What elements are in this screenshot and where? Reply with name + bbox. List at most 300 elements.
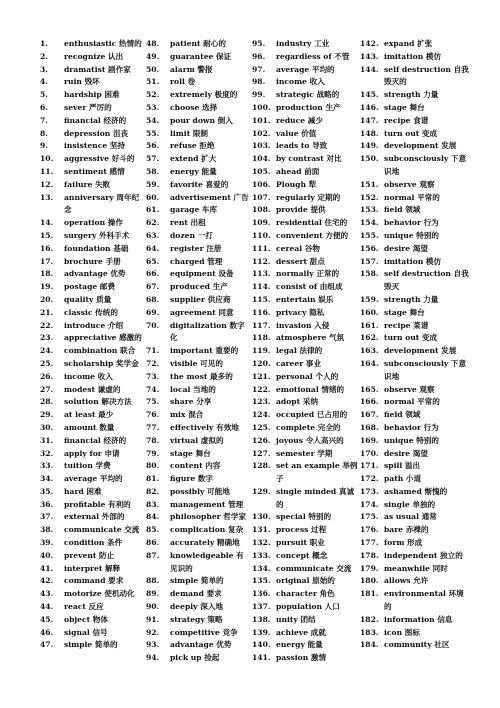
vocab-entry [252, 575, 358, 588]
vocab-entry [252, 563, 358, 576]
entry-number: 48. [146, 39, 160, 48]
vocab-entry [40, 358, 144, 371]
entry-number: 166. [360, 397, 379, 407]
entry-text: environmental 环境的 [384, 589, 464, 612]
vocab-entry [146, 396, 250, 409]
entry-number: 40. [40, 550, 54, 560]
entry-number: 71. [146, 346, 160, 356]
entry-number: 69. [146, 307, 160, 317]
vocab-entry [146, 153, 250, 166]
vocab-entry [252, 384, 358, 397]
entry-number: 43. [40, 589, 54, 599]
vocab-entry [146, 473, 250, 486]
entry-number: 29. [40, 410, 54, 420]
vocab-entry [40, 384, 144, 397]
vocab-entry [360, 473, 470, 486]
entry-text: unity 团结 [276, 614, 316, 624]
vocab-entry [40, 140, 144, 153]
entry-number: 173. [360, 486, 379, 496]
vocab-entry [252, 588, 358, 601]
entry-text: provide 提供 [276, 205, 326, 215]
entry-number: 76. [146, 410, 160, 420]
entry-number: 172. [360, 474, 379, 484]
entry-text: surgery 外科手术 [64, 230, 130, 240]
entry-text: special 特别的 [276, 512, 332, 522]
entry-number: 34. [40, 474, 54, 484]
vocab-entry [252, 153, 358, 166]
entry-text: simple 简单的 [170, 576, 224, 586]
entry-text: sever 严厉的 [64, 102, 112, 112]
entry-text: content 内容 [170, 461, 221, 471]
entry-text: form 形成 [384, 538, 423, 548]
entry-text: demand 要求 [170, 589, 222, 599]
entry-number: 101. [252, 115, 271, 125]
entry-number: 159. [360, 294, 379, 304]
entry-number: 77. [146, 422, 160, 432]
entry-text: personal 个人的 [276, 371, 339, 381]
entry-number: 20. [40, 294, 54, 304]
entry-text: charged 管理 [170, 256, 223, 266]
vocab-entry [146, 140, 250, 153]
entry-number: 91. [146, 614, 160, 624]
entry-number: 54. [146, 115, 160, 125]
entry-text: supplier 供应商 [170, 294, 231, 304]
entry-number: 62. [146, 218, 160, 228]
entry-number: 182. [360, 614, 379, 624]
entry-number: 180. [360, 576, 379, 586]
entry-number: 107. [252, 192, 271, 202]
entry-number: 68. [146, 294, 160, 304]
entry-text: profitable 有利的 [64, 499, 131, 509]
entry-text: production 生产 [276, 102, 341, 112]
entry-text: income 收入 [64, 371, 113, 381]
vocab-entry [40, 166, 144, 179]
entry-number: 103. [252, 141, 271, 151]
entry-number: 3. [40, 64, 48, 74]
entry-text: digitalization 数字化 [170, 320, 245, 343]
vocab-entry [360, 268, 470, 294]
entry-number: 7. [40, 115, 48, 125]
vocab-entry [146, 448, 250, 461]
vocab-entry [360, 128, 470, 141]
entry-number: 11. [40, 166, 54, 176]
vocab-entry [360, 358, 470, 384]
entry-number: 181. [360, 589, 379, 599]
entry-number: 134. [252, 563, 271, 573]
entry-number: 13. [40, 192, 54, 202]
vocab-entry [252, 345, 358, 358]
entry-number: 63. [146, 230, 160, 240]
entry-text: value 价值 [276, 128, 317, 138]
entry-text: simple 简单的 [64, 640, 118, 650]
entry-number: 146. [360, 102, 379, 112]
vocab-entry [252, 51, 358, 64]
entry-text: dramatist 剧作家 [64, 64, 131, 74]
entry-number: 109. [252, 218, 271, 228]
vocab-entry [40, 115, 144, 128]
entry-number: 183. [360, 627, 379, 637]
entry-text: enthusiastic 热情的 [64, 39, 142, 48]
vocab-entry [360, 563, 470, 576]
vocab-entry [40, 217, 144, 230]
entry-number: 42. [40, 576, 54, 586]
entry-number: 116. [252, 307, 271, 317]
vocab-entry [40, 243, 144, 256]
vocab-entry [252, 320, 358, 333]
entry-text: figure 数字 [170, 474, 214, 484]
entry-text: external 外部的 [64, 512, 125, 522]
entry-text: alarm 警报 [170, 64, 213, 74]
entry-text: limit 限制 [170, 128, 209, 138]
vocab-entry [40, 588, 144, 601]
entry-number: 177. [360, 538, 379, 548]
entry-number: 37. [40, 512, 54, 522]
vocab-entry [40, 179, 144, 192]
vocab-entry [146, 243, 250, 256]
vocab-entry [146, 51, 250, 64]
entry-number: 157. [360, 256, 379, 266]
entry-number: 83. [146, 499, 160, 509]
vocab-entry [360, 575, 470, 588]
entry-text: income 收入 [276, 77, 325, 87]
vocab-entry [40, 614, 144, 627]
entry-text: process 过程 [276, 525, 327, 535]
entry-number: 174. [360, 499, 379, 509]
vocab-entry [40, 89, 144, 102]
vocab-entry [252, 230, 358, 243]
entry-number: 137. [252, 602, 271, 612]
entry-text: rent 出租 [170, 218, 206, 228]
vocab-entry [252, 115, 358, 128]
entry-number: 2. [40, 51, 48, 61]
entry-text: communicate 交流 [64, 525, 140, 535]
entry-text: quality 质量 [64, 294, 112, 304]
entry-number: 133. [252, 550, 271, 560]
entry-text: classic 传统的 [64, 307, 118, 317]
entry-text: average 平均的 [276, 64, 335, 74]
entry-number: 129. [252, 486, 271, 496]
entry-text: occupied 已占用的 [276, 410, 348, 420]
entry-text: virtual 虚拟的 [170, 435, 224, 445]
entry-text: motorize 使机动化 [64, 589, 135, 599]
vocab-entry [40, 76, 144, 89]
entry-text: mix 混合 [170, 410, 204, 420]
entry-number: 98. [252, 77, 266, 87]
vocab-entry [146, 102, 250, 115]
vocab-entry [40, 371, 144, 384]
entry-number: 143. [360, 51, 379, 61]
entry-number: 124. [252, 410, 271, 420]
vocab-entry [146, 486, 250, 499]
vocab-entry [360, 588, 470, 614]
vocab-entry [40, 601, 144, 614]
entry-text: adopt 采纳 [276, 397, 318, 407]
entry-number: 114. [252, 282, 271, 292]
entry-number: 59. [146, 179, 160, 189]
vocab-entry [146, 38, 250, 51]
entry-number: 27. [40, 384, 54, 394]
entry-text: strength 力量 [384, 90, 439, 100]
entry-text: regardless of 不管 [276, 51, 350, 61]
entry-text: introduce 介绍 [64, 320, 124, 330]
vocab-entry [252, 550, 358, 563]
entry-text: object 物体 [64, 614, 108, 624]
entry-text: brochure 手册 [64, 256, 121, 266]
entry-text: bare 赤裸的 [384, 525, 429, 535]
entry-number: 142. [360, 39, 379, 48]
entry-text: favorite 喜爱的 [170, 179, 229, 189]
entry-number: 23. [40, 333, 54, 343]
entry-number: 176. [360, 525, 379, 535]
vocab-entry [146, 166, 250, 179]
entry-text: residential 住宅的 [276, 218, 348, 228]
entry-number: 19. [40, 282, 54, 292]
vocab-entry [360, 102, 470, 115]
entry-text: subconsciously 下意识地 [384, 154, 467, 176]
entry-number: 28. [40, 397, 54, 407]
entry-number: 131. [252, 525, 271, 535]
entry-number: 152. [360, 192, 379, 202]
entry-number: 74. [146, 384, 160, 394]
vocab-entry [252, 448, 358, 461]
entry-number: 6. [40, 102, 48, 112]
vocab-entry [146, 371, 250, 384]
vocab-entry [252, 256, 358, 269]
vocab-entry [146, 89, 250, 102]
entry-number: 36. [40, 499, 54, 509]
vocab-entry [146, 435, 250, 448]
vocab-entry [360, 217, 470, 230]
entry-text: atmosphere 气氛 [276, 333, 345, 343]
entry-text: important 重要的 [170, 346, 239, 356]
entry-number: 35. [40, 486, 54, 496]
entry-text: single minded 真诚的 [276, 486, 355, 509]
entry-text: equipment 设备 [170, 269, 234, 279]
entry-number: 153. [360, 205, 379, 215]
entry-text: tuition 学费 [64, 461, 111, 471]
entry-text: choose 选择 [170, 102, 218, 112]
vocab-entry [252, 307, 358, 320]
entry-number: 5. [40, 90, 48, 100]
entry-text: financial 经济的 [64, 115, 127, 125]
vocab-entry [40, 294, 144, 307]
entry-number: 1. [40, 39, 48, 48]
vocab-entry [146, 64, 250, 77]
entry-text: convenient 方便的 [276, 230, 349, 240]
vocab-entry [146, 217, 250, 230]
vocab-entry [146, 627, 250, 640]
vocab-column-1 [40, 38, 144, 652]
entry-number: 10. [40, 154, 54, 164]
entry-text: recipe 菜谱 [384, 320, 429, 330]
entry-text: hardship 困难 [64, 90, 120, 100]
entry-text: interpret 解释 [64, 563, 121, 573]
entry-number: 44. [40, 602, 54, 612]
entry-text: local 当地的 [170, 384, 216, 394]
entry-text: emotional 情绪的 [276, 384, 345, 394]
entry-number: 122. [252, 384, 271, 394]
entry-number: 86. [146, 538, 160, 548]
entry-text: communicate 交流 [276, 563, 352, 573]
entry-text: extend 扩大 [170, 154, 217, 164]
vocab-entry [40, 575, 144, 588]
entry-text: cereal 谷物 [276, 243, 320, 253]
vocab-entry [146, 268, 250, 281]
vocab-entry [252, 537, 358, 550]
entry-number: 121. [252, 371, 271, 381]
entry-number: 32. [40, 448, 54, 458]
entry-text: energy 能量 [276, 640, 323, 650]
entry-number: 49. [146, 51, 160, 61]
entry-number: 113. [252, 269, 271, 279]
entry-text: strategic 战略的 [276, 90, 340, 100]
entry-text: entertain 娱乐 [276, 294, 334, 304]
vocab-entry [40, 460, 144, 473]
entry-number: 100. [252, 102, 271, 112]
entry-number: 94. [146, 653, 160, 663]
entry-number: 50. [146, 64, 160, 74]
vocab-entry [146, 256, 250, 269]
vocab-entry [360, 384, 470, 397]
vocab-entry [360, 537, 470, 550]
entry-number: 150. [360, 154, 379, 164]
vocab-entry [252, 192, 358, 205]
entry-text: concept 概念 [276, 550, 328, 560]
vocab-entry [252, 217, 358, 230]
vocab-entry [146, 524, 250, 537]
vocab-entry [360, 460, 470, 473]
entry-number: 105. [252, 166, 271, 176]
entry-text: ruin 毁坏 [64, 77, 100, 87]
entry-text: prevent 防止 [64, 550, 115, 560]
entry-text: effectively 有效地 [170, 422, 239, 432]
entry-text: agreement 同意 [170, 307, 234, 317]
entry-text: share 分享 [170, 397, 212, 407]
vocab-entry [40, 422, 144, 435]
entry-number: 65. [146, 256, 160, 266]
entry-number: 140. [252, 640, 271, 650]
entry-number: 136. [252, 589, 271, 599]
vocab-entry [252, 601, 358, 614]
vocab-entry [146, 511, 250, 524]
entry-text: expand 扩张 [384, 39, 433, 48]
vocab-entry [360, 614, 470, 627]
entry-text: privacy 隐私 [276, 307, 325, 317]
entry-text: achieve 成就 [276, 627, 326, 637]
vocab-entry [40, 102, 144, 115]
entry-number: 12. [40, 179, 54, 189]
entry-text: failure 失败 [64, 179, 111, 189]
vocab-entry [146, 537, 250, 550]
entry-text: accurately 精确地 [170, 538, 240, 548]
vocab-entry [252, 76, 358, 89]
entry-number: 90. [146, 602, 160, 612]
entry-number: 163. [360, 346, 379, 356]
vocab-entry [40, 563, 144, 576]
entry-text: Plough 犁 [276, 179, 317, 189]
entry-text: management 管理 [170, 499, 244, 509]
entry-number: 169. [360, 435, 379, 445]
entry-text: recognize 认出 [64, 51, 124, 61]
entry-number: 147. [360, 115, 379, 125]
entry-text: meanwhile 同时 [384, 563, 448, 573]
entry-text: desire 渴望 [384, 448, 428, 458]
entry-number: 38. [40, 525, 54, 535]
entry-number: 165. [360, 384, 379, 394]
entry-text: regularly 定期的 [276, 192, 341, 202]
entry-text: complication 复杂 [170, 525, 244, 535]
entry-number: 45. [40, 614, 54, 624]
entry-number: 87. [146, 550, 160, 560]
entry-number: 171. [360, 461, 379, 471]
entry-number: 26. [40, 371, 54, 381]
entry-text: knowledgeable 有见识的 [170, 550, 244, 573]
vocab-entry [252, 140, 358, 153]
entry-text: development 发展 [384, 346, 457, 356]
vocab-entry [146, 422, 250, 435]
vocab-entry [252, 409, 358, 422]
entry-text: refuse 拒绝 [170, 141, 215, 151]
vocab-entry [360, 153, 470, 179]
vocab-entry [360, 64, 470, 90]
vocab-entry [360, 51, 470, 64]
entry-text: strength 力量 [384, 294, 439, 304]
entry-text: semester 学期 [276, 448, 333, 458]
entry-text: single 单独的 [384, 499, 436, 509]
vocab-entry [360, 550, 470, 563]
entry-text: spill 溢出 [384, 461, 421, 471]
vocab-entry [40, 511, 144, 524]
vocab-entry [252, 243, 358, 256]
entry-number: 75. [146, 397, 160, 407]
vocab-entry [252, 89, 358, 102]
vocab-entry [252, 652, 358, 665]
vocab-entry [40, 537, 144, 550]
entry-text: hard 困难 [64, 486, 102, 496]
entry-number: 175. [360, 512, 379, 522]
entry-number: 132. [252, 538, 271, 548]
entry-text: produced 生产 [170, 282, 228, 292]
vocab-entry [146, 358, 250, 371]
vocab-entry [40, 332, 144, 345]
entry-text: development 发展 [384, 141, 457, 151]
vocab-entry [40, 396, 144, 409]
entry-text: dessert 甜点 [276, 256, 325, 266]
vocab-entry [252, 460, 358, 486]
entry-number: 72. [146, 358, 160, 368]
entry-number: 18. [40, 269, 54, 279]
entry-text: operation 操作 [64, 218, 123, 228]
entry-text: stage 舞台 [384, 307, 425, 317]
vocab-entry [146, 192, 250, 205]
entry-text: sentiment 感情 [64, 166, 125, 176]
vocab-entry [40, 345, 144, 358]
entry-number: 110. [252, 230, 271, 240]
entry-text: imitation 模仿 [384, 51, 442, 61]
entry-number: 164. [360, 358, 379, 368]
vocab-entry [252, 38, 358, 51]
entry-number: 96. [252, 51, 266, 61]
entry-number: 60. [146, 192, 160, 202]
entry-number: 128. [252, 461, 271, 471]
vocab-entry [252, 396, 358, 409]
vocab-entry [252, 128, 358, 141]
entry-number: 106. [252, 179, 271, 189]
vocab-entry [146, 652, 250, 665]
entry-number: 111. [252, 243, 271, 253]
vocab-entry [40, 281, 144, 294]
vocab-entry [40, 627, 144, 640]
